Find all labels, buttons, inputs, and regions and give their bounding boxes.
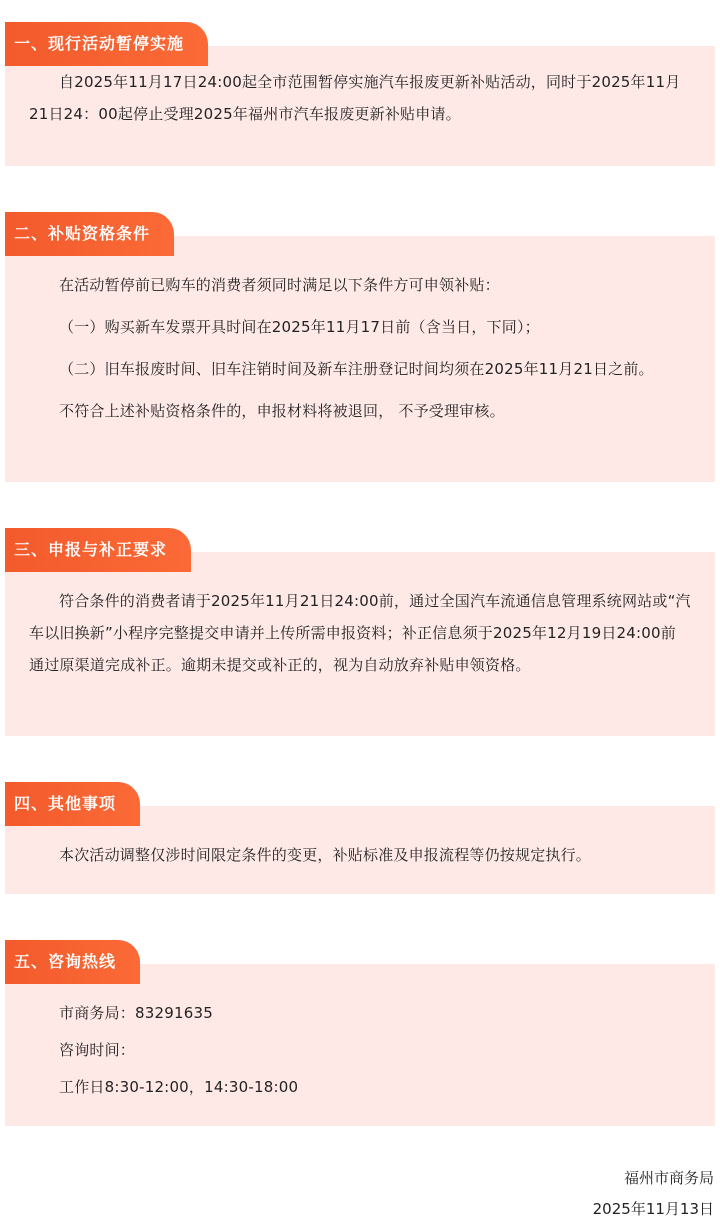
section-title: 一、现行活动暂停实施 — [5, 22, 208, 66]
paragraph: 在活动暂停前已购车的消费者须同时满足以下条件方可申领补贴： — [59, 276, 500, 294]
section-title: 三、申报与补正要求 — [5, 528, 191, 572]
signature-organization: 福州市商务局 — [623, 1169, 714, 1187]
paragraph: （二）旧车报废时间、旧车注销时间及新车注册登记时间均须在2025年11月21日之前。 — [59, 360, 654, 378]
hotline-hours: 工作日8:30-12:00，14:30-18:00 — [59, 1078, 299, 1096]
section-content — [5, 964, 715, 1126]
paragraph: 本次活动调整仅涉时间限定条件的变更，补贴标准及申报流程等仍按规定执行。 — [59, 846, 592, 864]
paragraph: 不符合上述补贴资格条件的，申报材料将被退回， 不予受理审核。 — [59, 402, 505, 420]
hotline-phone: 市商务局：83291635 — [59, 1004, 213, 1022]
section-title: 四、其他事项 — [5, 782, 140, 826]
hotline-hours-label: 咨询时间： — [59, 1041, 136, 1059]
paragraph: （一）购买新车发票开具时间在2025年11月17日前（含当日，下同）； — [59, 318, 540, 336]
section-content — [5, 236, 715, 482]
section-content — [5, 552, 715, 736]
section-title: 二、补贴资格条件 — [5, 212, 174, 256]
paragraph: 自2025年11月17日24:00起全市范围暂停实施汽车报废更新补贴活动，同时于2025年11月21日24：00起停止受理2025年福州市汽车报废更新补贴申请。 — [29, 73, 681, 123]
signature-date: 2025年11月13日 — [592, 1200, 714, 1218]
paragraph: 符合条件的消费者请于2025年11月21日24:00前，通过全国汽车流通信息管理系统网站或“汽车以旧换新”小程序完整提交申请并上传所需申报资料；补正信息须于2025年12月19日24:00前通过原渠道完成补正。逾期未提交或补正的，视为自动放弃补贴申领资格。 — [29, 592, 691, 674]
section-title: 五、咨询热线 — [5, 940, 140, 984]
